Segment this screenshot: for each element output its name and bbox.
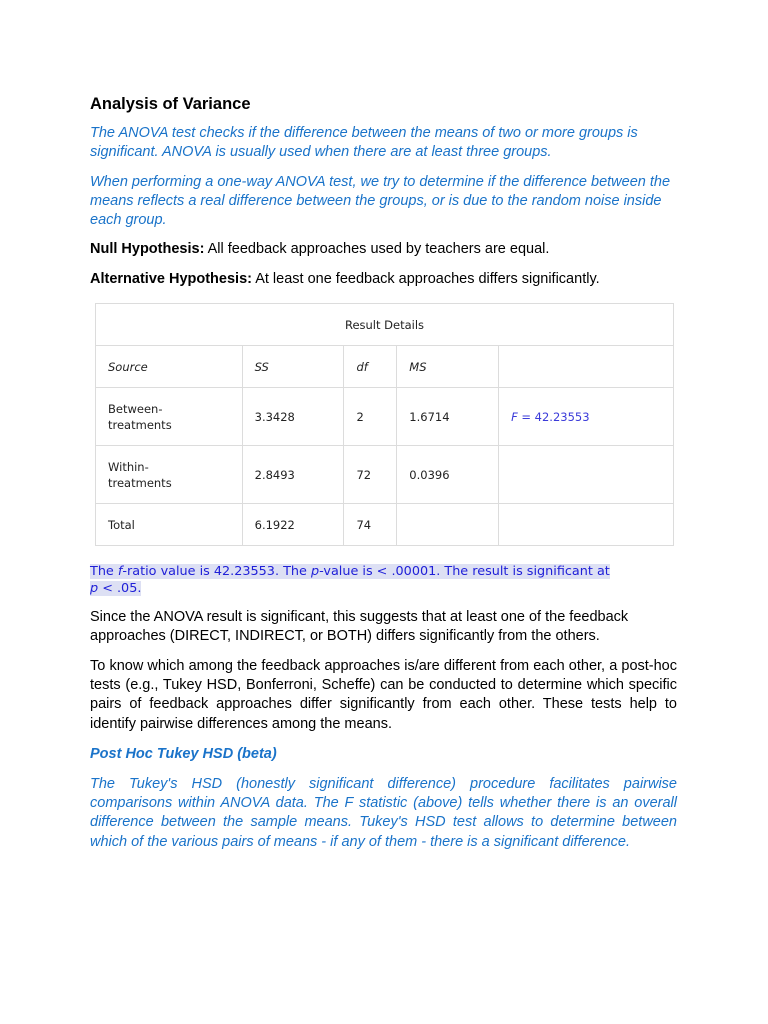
header-ss: SS	[242, 346, 344, 388]
cell-f-statistic	[499, 504, 674, 546]
header-f	[499, 346, 674, 388]
f-value: = 42.23553	[517, 409, 590, 424]
cell-df: 72	[344, 446, 397, 504]
tukey-section-title: Post Hoc Tukey HSD (beta)	[90, 745, 277, 762]
table-row	[96, 446, 674, 504]
conclusion-paragraph-1: Since the ANOVA result is significant, this suggests that at least one of the feedback approaches (DIRECT, INDIRECT, or BOTH) differs significantly from the others.	[90, 609, 629, 645]
cell-df: 2	[344, 388, 397, 446]
tukey-description: The Tukey's HSD (honestly significant difference) procedure facilitates pairwise comparisons within ANOVA data. The F statistic (above) tells whether there is an overall difference between the sample means. Tukey's HSD test allows to determine between which of the various pairs of means - if any of them - there is a significant difference.	[90, 775, 677, 850]
conclusion-paragraph-2: To know which among the feedback approaches is/are different from each other, a post-hoc tests (e.g., Tukey HSD, Bonferroni, Scheffe) can be conducted to determine which specific pairs of feedback approaches differ significantly from each other. These tests help to identify pairwise differences among the means.	[90, 657, 677, 732]
cell-ss: 3.3428	[242, 388, 344, 446]
alternative-hypothesis-label: Alternative Hypothesis:	[90, 270, 252, 287]
cell-ms	[397, 504, 499, 546]
ratio-p-symbol-2: p	[90, 581, 99, 597]
header-df: df	[344, 346, 397, 388]
table-row	[96, 504, 674, 546]
null-hypothesis	[90, 240, 677, 259]
cell-ss: 6.1922	[242, 504, 344, 546]
ratio-summary-highlight	[90, 564, 610, 596]
null-hypothesis-text: All feedback approaches used by teachers are equal.	[204, 241, 550, 258]
ratio-p-symbol: p	[310, 564, 320, 580]
ratio-text-1: The	[90, 564, 118, 580]
page-title: Analysis of Variance	[90, 95, 251, 113]
header-ms: MS	[397, 346, 499, 388]
table-header-row	[96, 346, 674, 388]
ratio-text-4: < .05.	[98, 581, 142, 597]
table-caption: Result Details	[96, 304, 674, 346]
header-source: Source	[96, 346, 243, 388]
ratio-text-2: -ratio value is 42.23553. The	[122, 564, 311, 580]
cell-ms: 1.6714	[397, 388, 499, 446]
intro-paragraph-2: When performing a one-way ANOVA test, we try to determine if the difference between the means reflects a real difference between the groups, or is due to the random noise inside each group.	[90, 173, 671, 229]
cell-source: Between- treatments	[96, 388, 243, 446]
cell-f-statistic	[499, 446, 674, 504]
cell-ss: 2.8493	[242, 446, 344, 504]
ratio-text-3: -value is < .00001. The result is significant at	[319, 564, 610, 580]
null-hypothesis-label: Null Hypothesis:	[90, 241, 205, 258]
ratio-f-symbol: f	[117, 564, 123, 580]
cell-source: Total	[96, 504, 243, 546]
document-body	[90, 94, 677, 852]
anova-result-table	[95, 303, 674, 546]
cell-df: 74	[344, 504, 397, 546]
ratio-summary	[90, 563, 610, 597]
alternative-hypothesis-text: At least one feedback approaches differs significantly.	[251, 270, 600, 287]
table-row	[96, 388, 674, 446]
alternative-hypothesis	[90, 270, 677, 289]
cell-ms: 0.0396	[397, 446, 499, 504]
cell-source: Within- treatments	[96, 446, 243, 504]
cell-f-statistic	[499, 388, 674, 446]
f-symbol: F	[511, 409, 518, 424]
intro-paragraph-1: The ANOVA test checks if the difference between the means of two or more groups is significant. ANOVA is usually used when there are at least three groups.	[90, 125, 638, 161]
